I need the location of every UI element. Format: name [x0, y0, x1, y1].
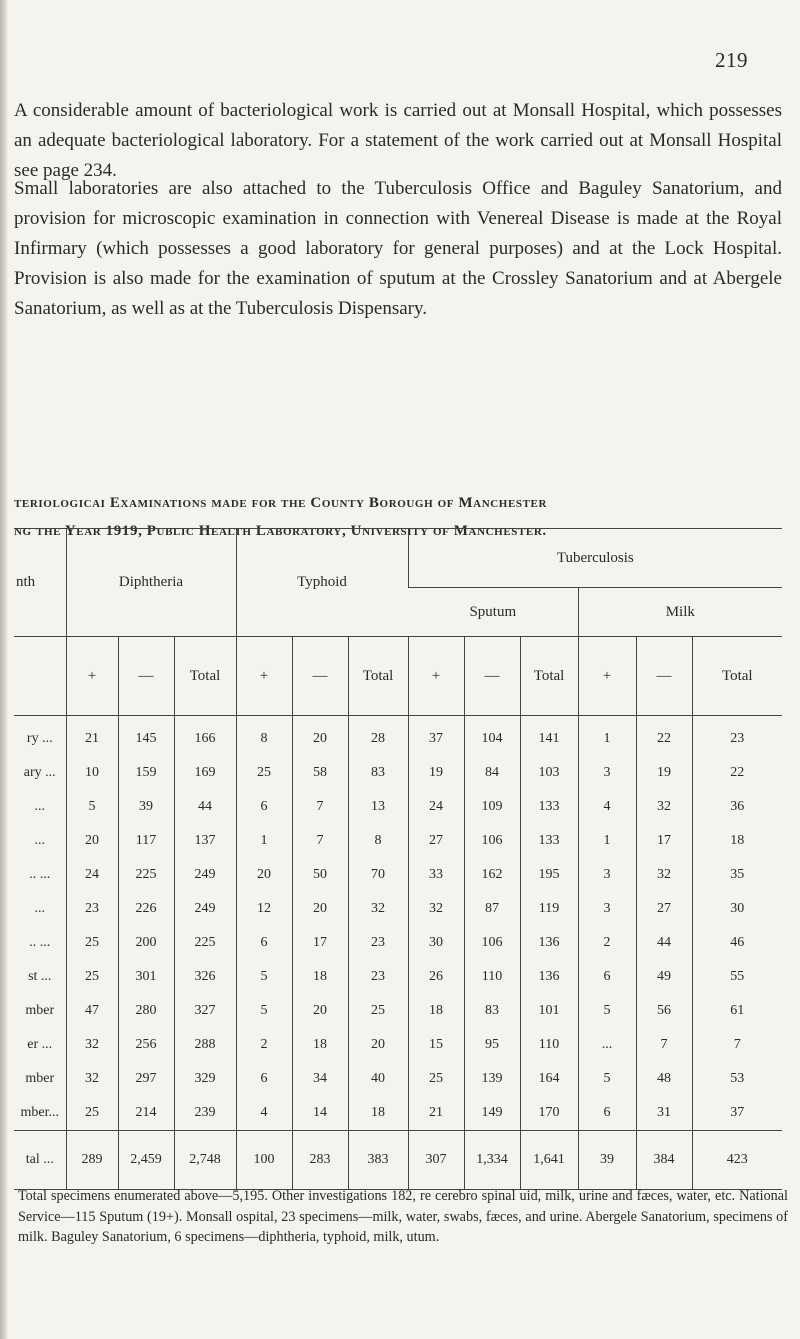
table-cell: 162: [464, 858, 520, 892]
table-cell: 8: [348, 824, 408, 858]
table-cell: 55: [692, 960, 782, 994]
table-cell: 226: [118, 892, 174, 926]
table-cell: 31: [636, 1096, 692, 1131]
table-cell: 1,334: [464, 1131, 520, 1190]
table-row: [14, 1096, 782, 1131]
table-cell: ...: [578, 1028, 636, 1062]
table-cell: 25: [66, 1096, 118, 1131]
table-cell: 103: [520, 756, 578, 790]
table-cell: 87: [464, 892, 520, 926]
table-cell: 46: [692, 926, 782, 960]
footnote: Total specimens enumerated above—5,195. Other investigations 182, re cerebro spinal uid, milk, urine and fæces, water, etc. National Service—115 Sputum (19+). Monsall ospital, 23 specimens—milk, water, swabs, fæces, and urine. Abergele Sanatorium, specimens of milk. Baguley Sanatorium, 6 specimens—diphtheria, typhoid, milk, utum.: [18, 1188, 788, 1245]
table-cell: 2: [236, 1028, 292, 1062]
table-cell: 23: [692, 716, 782, 757]
table-cell: 3: [578, 756, 636, 790]
table-row: [14, 790, 782, 824]
table-cell: 25: [408, 1062, 464, 1096]
table-cell: 6: [578, 960, 636, 994]
table-cell: 106: [464, 926, 520, 960]
table-cell: 133: [520, 790, 578, 824]
header-typhoid: Typhoid: [236, 529, 408, 637]
table-cell: 40: [348, 1062, 408, 1096]
table-cell: 1: [578, 716, 636, 757]
table-cell: 8: [236, 716, 292, 757]
table-row: [14, 1028, 782, 1062]
table-cell: 5: [578, 994, 636, 1028]
row-month-label: mber: [25, 1003, 55, 1018]
table-cell: 4: [236, 1096, 292, 1131]
table-cell: 28: [348, 716, 408, 757]
table-cell: 23: [348, 960, 408, 994]
table-cell: 326: [174, 960, 236, 994]
table-cell: 19: [408, 756, 464, 790]
paragraph-small-laboratories: Small laboratories are also attached to the Tuberculosis Office and Baguley Sanatorium, and provision for microscopic examination in connection with Venereal Disease is made at the Royal Infirmary (which possesses a good laboratory for general purposes) and at the Lock Hospital. Provision is also made for the examination of sputum at the Crossley Sanatorium and at Abergele Sanatorium, as well as at the Tuberculosis Dispensary.: [14, 178, 782, 319]
table-cell: 6: [236, 1062, 292, 1096]
header-typhoid-negative: —: [292, 637, 348, 716]
table-cell: 2,748: [174, 1131, 236, 1190]
header-blank: [14, 637, 66, 716]
table-cell: 3: [578, 892, 636, 926]
table-cell: 4: [578, 790, 636, 824]
table-cell: 95: [464, 1028, 520, 1062]
table-cell: 423: [692, 1131, 782, 1190]
table-cell: 23: [348, 926, 408, 960]
table-cell: 109: [464, 790, 520, 824]
table-cell: 18: [292, 960, 348, 994]
row-month-label: ...: [34, 833, 45, 848]
row-month-label: er ...: [27, 1037, 53, 1052]
table-cell: 200: [118, 926, 174, 960]
row-month-label: ry ...: [14, 716, 66, 757]
table-row: [14, 994, 782, 1028]
table-cell: 32: [408, 892, 464, 926]
table-cell: 39: [578, 1131, 636, 1190]
table-cell: 288: [174, 1028, 236, 1062]
table-cell: 3: [578, 858, 636, 892]
table-cell: 25: [66, 926, 118, 960]
table-heading-line-1: teriologicai Examinations made for the County Borough of Manchester: [14, 495, 548, 511]
table-cell: 20: [292, 892, 348, 926]
table-cell: 30: [692, 892, 782, 926]
table-cell: 104: [464, 716, 520, 757]
table-cell: 18: [292, 1028, 348, 1062]
table-cell: 100: [236, 1131, 292, 1190]
row-month-label: mber...: [20, 1105, 59, 1120]
table-cell: 20: [292, 716, 348, 757]
table-cell: 22: [636, 716, 692, 757]
table-cell: 329: [174, 1062, 236, 1096]
row-month-label: .. ...: [29, 935, 51, 950]
table-cell: 5: [236, 960, 292, 994]
header-diphtheria: Diphtheria: [66, 529, 236, 637]
table-cell: 6: [578, 1096, 636, 1131]
table-cell: 13: [348, 790, 408, 824]
table-cell: 18: [348, 1096, 408, 1131]
table-total-row: [14, 1131, 782, 1190]
table-cell: 24: [408, 790, 464, 824]
row-month-label: ...: [34, 901, 45, 916]
table-cell: 106: [464, 824, 520, 858]
table-cell: 383: [348, 1131, 408, 1190]
table-cell: 166: [174, 716, 236, 757]
table-cell: 25: [66, 960, 118, 994]
table-cell: 280: [118, 994, 174, 1028]
table-cell: 2: [578, 926, 636, 960]
row-month-label: st ...: [28, 969, 52, 984]
table-row: [14, 1062, 782, 1096]
table-cell: 37: [692, 1096, 782, 1131]
table-cell: 249: [174, 892, 236, 926]
table-cell: 307: [408, 1131, 464, 1190]
table-cell: 110: [520, 1028, 578, 1062]
table-cell: 26: [408, 960, 464, 994]
table-row: [14, 892, 782, 926]
table-row: [14, 960, 782, 994]
table-cell: 249: [174, 858, 236, 892]
header-milk-total: Total: [692, 637, 782, 716]
table-cell: 159: [118, 756, 174, 790]
table-cell: 50: [292, 858, 348, 892]
table-cell: 27: [636, 892, 692, 926]
header-diphtheria-positive: +: [66, 637, 118, 716]
table-cell: 214: [118, 1096, 174, 1131]
table-cell: 1: [578, 824, 636, 858]
row-month-label: ...: [34, 799, 45, 814]
table-cell: 12: [236, 892, 292, 926]
table-cell: 49: [636, 960, 692, 994]
table-cell: 101: [520, 994, 578, 1028]
table-cell: 39: [118, 790, 174, 824]
table-cell: 289: [66, 1131, 118, 1190]
table-cell: 225: [174, 926, 236, 960]
table-row: [14, 716, 782, 757]
table-cell: 21: [66, 716, 118, 757]
table-cell: 119: [520, 892, 578, 926]
table-cell: 35: [692, 858, 782, 892]
table-cell: 32: [636, 858, 692, 892]
header-sputum-positive: +: [408, 637, 464, 716]
table-cell: 133: [520, 824, 578, 858]
header-typhoid-positive: +: [236, 637, 292, 716]
header-milk-positive: +: [578, 637, 636, 716]
table-cell: 1,641: [520, 1131, 578, 1190]
table-cell: 44: [636, 926, 692, 960]
table-cell: 110: [464, 960, 520, 994]
table-cell: 225: [118, 858, 174, 892]
table-cell: 25: [348, 994, 408, 1028]
table-cell: 149: [464, 1096, 520, 1131]
table-row: [14, 926, 782, 960]
table-cell: 24: [66, 858, 118, 892]
table-cell: 21: [408, 1096, 464, 1131]
table-cell: 34: [292, 1062, 348, 1096]
table-heading-line-2: ng the Year 1919, Public Health Laboratory, University of Manchester.: [14, 523, 547, 539]
table-cell: 14: [292, 1096, 348, 1131]
table-cell: 27: [408, 824, 464, 858]
table-cell: 137: [174, 824, 236, 858]
table-cell: 301: [118, 960, 174, 994]
table-cell: 30: [408, 926, 464, 960]
table-cell: 164: [520, 1062, 578, 1096]
header-diphtheria-negative: —: [118, 637, 174, 716]
table-cell: 33: [408, 858, 464, 892]
table-cell: 283: [292, 1131, 348, 1190]
table-cell: 25: [236, 756, 292, 790]
table-cell: 1: [236, 824, 292, 858]
header-diphtheria-total: Total: [174, 637, 236, 716]
table-cell: 22: [692, 756, 782, 790]
table-cell: 136: [520, 926, 578, 960]
table-cell: 7: [636, 1028, 692, 1062]
table-cell: 70: [348, 858, 408, 892]
table-cell: 32: [348, 892, 408, 926]
table-cell: 58: [292, 756, 348, 790]
table-cell: 384: [636, 1131, 692, 1190]
table-cell: 7: [292, 790, 348, 824]
table-cell: 20: [348, 1028, 408, 1062]
header-sputum-negative: —: [464, 637, 520, 716]
table-cell: 256: [118, 1028, 174, 1062]
row-month-label: mber: [25, 1071, 55, 1086]
table-row: [14, 756, 782, 790]
row-month-label: ary ...: [23, 765, 56, 780]
table-body: [14, 716, 782, 1190]
table-cell: 53: [692, 1062, 782, 1096]
table-cell: 20: [236, 858, 292, 892]
table-cell: 7: [292, 824, 348, 858]
table-cell: 18: [692, 824, 782, 858]
header-sputum-total: Total: [520, 637, 578, 716]
table-cell: 47: [66, 994, 118, 1028]
header-sputum: Sputum: [408, 588, 578, 637]
table-row: [14, 858, 782, 892]
table-cell: 83: [464, 994, 520, 1028]
table-cell: 7: [692, 1028, 782, 1062]
book-spine-edge: [0, 0, 8, 1339]
page-number: 219: [715, 48, 748, 72]
row-month-label: tal ...: [14, 1131, 66, 1190]
table-cell: 5: [66, 790, 118, 824]
table-cell: 141: [520, 716, 578, 757]
table-cell: 32: [66, 1062, 118, 1096]
table-cell: 136: [520, 960, 578, 994]
table-cell: 36: [692, 790, 782, 824]
header-tuberculosis: Tuberculosis: [408, 529, 782, 588]
table-cell: 10: [66, 756, 118, 790]
table-cell: 44: [174, 790, 236, 824]
table-cell: 20: [66, 824, 118, 858]
table-cell: 32: [66, 1028, 118, 1062]
table-cell: 327: [174, 994, 236, 1028]
table-cell: 297: [118, 1062, 174, 1096]
table-cell: 139: [464, 1062, 520, 1096]
table-row: [14, 824, 782, 858]
table-cell: 17: [292, 926, 348, 960]
table-cell: 169: [174, 756, 236, 790]
table-cell: 83: [348, 756, 408, 790]
table-cell: 18: [408, 994, 464, 1028]
table-cell: 239: [174, 1096, 236, 1131]
table-cell: 145: [118, 716, 174, 757]
table-cell: 37: [408, 716, 464, 757]
header-typhoid-total: Total: [348, 637, 408, 716]
header-milk: Milk: [578, 588, 782, 637]
table-cell: 19: [636, 756, 692, 790]
header-milk-negative: —: [636, 637, 692, 716]
table-cell: 6: [236, 790, 292, 824]
table-cell: 17: [636, 824, 692, 858]
bacteriological-examinations-table: [14, 528, 782, 1190]
table-cell: 32: [636, 790, 692, 824]
table-cell: 117: [118, 824, 174, 858]
table-cell: 56: [636, 994, 692, 1028]
table-cell: 61: [692, 994, 782, 1028]
table-cell: 195: [520, 858, 578, 892]
table-cell: 48: [636, 1062, 692, 1096]
table-cell: 5: [578, 1062, 636, 1096]
header-month: nth: [14, 529, 66, 637]
table-cell: 23: [66, 892, 118, 926]
table-cell: 84: [464, 756, 520, 790]
table-cell: 20: [292, 994, 348, 1028]
table-cell: 170: [520, 1096, 578, 1131]
table-cell: 15: [408, 1028, 464, 1062]
row-month-label: .. ...: [29, 867, 51, 882]
table-cell: 5: [236, 994, 292, 1028]
paragraph-monsall: A considerable amount of bacteriological work is carried out at Monsall Hospital, which possesses an adequate bacteriological laboratory. For a statement of the work carried out at Monsall Hospital see page 234.: [14, 100, 782, 181]
table-cell: 6: [236, 926, 292, 960]
table-cell: 2,459: [118, 1131, 174, 1190]
